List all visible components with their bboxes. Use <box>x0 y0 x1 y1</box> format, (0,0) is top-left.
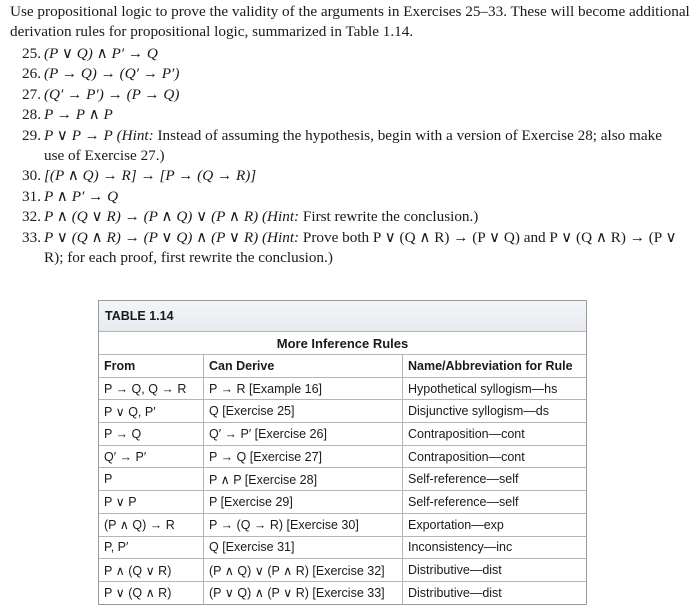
cell-rule-name: Distributive—dist <box>403 559 587 582</box>
hint-label: (Hint: <box>116 126 154 144</box>
cell-rule-name: Hypothetical syllogism—hs <box>403 377 587 400</box>
hint-text: Instead of assuming the hypothesis, begin with a version of Exercise 28; also make use of Exercise 27.) <box>44 126 662 165</box>
cell-can-derive: (P ∨ Q) ∧ (P ∨ R) [Exercise 33] <box>204 581 403 603</box>
column-header-from: From <box>99 355 204 378</box>
cell-rule-name: Self-reference—self <box>403 468 587 491</box>
cell-from: P ∧ (Q ∨ R) <box>99 559 204 582</box>
table-label: TABLE 1.14 <box>105 309 174 323</box>
exercise-formula: P ∨ P → P <box>44 126 113 144</box>
exercise-formula: P ∨ (Q ∧ R) → (P ∨ Q) ∧ (P ∨ R) <box>44 228 259 246</box>
exercise-number: 28. <box>22 106 41 124</box>
cell-rule-name: Contraposition—cont <box>403 423 587 446</box>
table-header-row <box>99 355 586 378</box>
cell-can-derive: Q [Exercise 31] <box>204 536 403 559</box>
exercise-formula: (Q′ → P′) → (P → Q) <box>44 85 180 103</box>
inference-rules-table <box>98 300 587 605</box>
cell-rule-name: Exportation—exp <box>403 513 587 536</box>
cell-from: P ∨ Q, P′ <box>99 400 204 423</box>
table-row <box>99 559 586 582</box>
cell-from: P → Q <box>99 423 204 446</box>
cell-can-derive: P ∧ P [Exercise 28] <box>204 468 403 491</box>
exercise-number: 32. <box>22 208 41 226</box>
exercise-number: 26. <box>22 65 41 83</box>
table-row <box>99 377 586 400</box>
table-row <box>99 400 586 423</box>
exercise-item <box>22 166 682 186</box>
cell-from: P, P′ <box>99 536 204 559</box>
hint-text: Prove both P ∨ (Q ∧ R) → (P ∨ Q) and P ∨ (Q ∧ R) → (P ∨ R); for each proof, first rewrite the conclusion.) <box>44 228 677 267</box>
exercise-formula: [(P ∧ Q) → R] → [P → (Q → R)] <box>44 167 257 185</box>
hint-text: First rewrite the conclusion.) <box>302 208 479 226</box>
exercise-item <box>22 228 682 269</box>
hint-label: (Hint: <box>261 228 300 246</box>
table-row <box>99 581 586 603</box>
cell-can-derive: P → R [Example 16] <box>204 377 403 400</box>
cell-from: P ∨ (Q ∧ R) <box>99 581 204 603</box>
exercise-formula: P ∧ P′ → Q <box>44 187 119 205</box>
rules-table <box>99 354 586 604</box>
cell-can-derive: (P ∧ Q) ∨ (P ∧ R) [Exercise 32] <box>204 559 403 582</box>
cell-from: P ∨ P <box>99 491 204 514</box>
hint-label: (Hint: <box>261 208 300 226</box>
exercise-number: 31. <box>22 187 41 205</box>
cell-from: P <box>99 468 204 491</box>
cell-from: P → Q, Q → R <box>99 377 204 400</box>
cell-can-derive: P → (Q → R) [Exercise 30] <box>204 513 403 536</box>
intro-paragraph: Use propositional logic to prove the validity of the arguments in Exercises 25–33. These will become additional derivation rules for propositional logic, summarized in Table 1.14. <box>10 3 690 40</box>
exercise-number: 30. <box>22 167 41 185</box>
exercise-item <box>22 105 682 125</box>
column-header-can-derive: Can Derive <box>204 355 403 378</box>
column-header-rule-name: Name/Abbreviation for Rule <box>403 355 587 378</box>
cell-rule-name: Self-reference—self <box>403 491 587 514</box>
table-row <box>99 445 586 468</box>
cell-can-derive: P [Exercise 29] <box>204 491 403 514</box>
cell-rule-name: Contraposition—cont <box>403 445 587 468</box>
exercise-item <box>22 187 682 207</box>
exercise-number: 29. <box>22 126 41 144</box>
exercise-item <box>22 207 682 227</box>
table-row <box>99 468 586 491</box>
exercise-item <box>22 44 682 64</box>
table-row <box>99 491 586 514</box>
cell-rule-name: Distributive—dist <box>403 581 587 603</box>
exercise-item <box>22 126 682 167</box>
table-row <box>99 423 586 446</box>
exercise-formula: (P ∨ Q) ∧ P′ → Q <box>44 45 158 62</box>
exercise-list <box>22 44 682 268</box>
cell-can-derive: Q′ → P′ [Exercise 26] <box>204 423 403 446</box>
exercise-formula: (P → Q) → (Q′ → P′) <box>44 65 180 83</box>
table-caption: More Inference Rules <box>276 336 409 351</box>
table-row <box>99 536 586 559</box>
exercise-formula: P → P ∧ P <box>44 106 113 124</box>
exercise-number: 25. <box>22 45 41 62</box>
table-row <box>99 513 586 536</box>
exercise-number: 33. <box>22 228 41 246</box>
cell-rule-name: Inconsistency—inc <box>403 536 587 559</box>
exercise-item <box>22 64 682 84</box>
cell-rule-name: Disjunctive syllogism—ds <box>403 400 587 423</box>
cell-from: Q′ → P′ <box>99 445 204 468</box>
exercise-number: 27. <box>22 85 41 103</box>
cell-from: (P ∧ Q) → R <box>99 513 204 536</box>
cell-can-derive: Q [Exercise 25] <box>204 400 403 423</box>
exercise-item <box>22 85 682 105</box>
cell-can-derive: P → Q [Exercise 27] <box>204 445 403 468</box>
table-header-band <box>99 301 586 332</box>
exercise-formula: P ∧ (Q ∨ R) → (P ∧ Q) ∨ (P ∧ R) <box>44 208 259 226</box>
